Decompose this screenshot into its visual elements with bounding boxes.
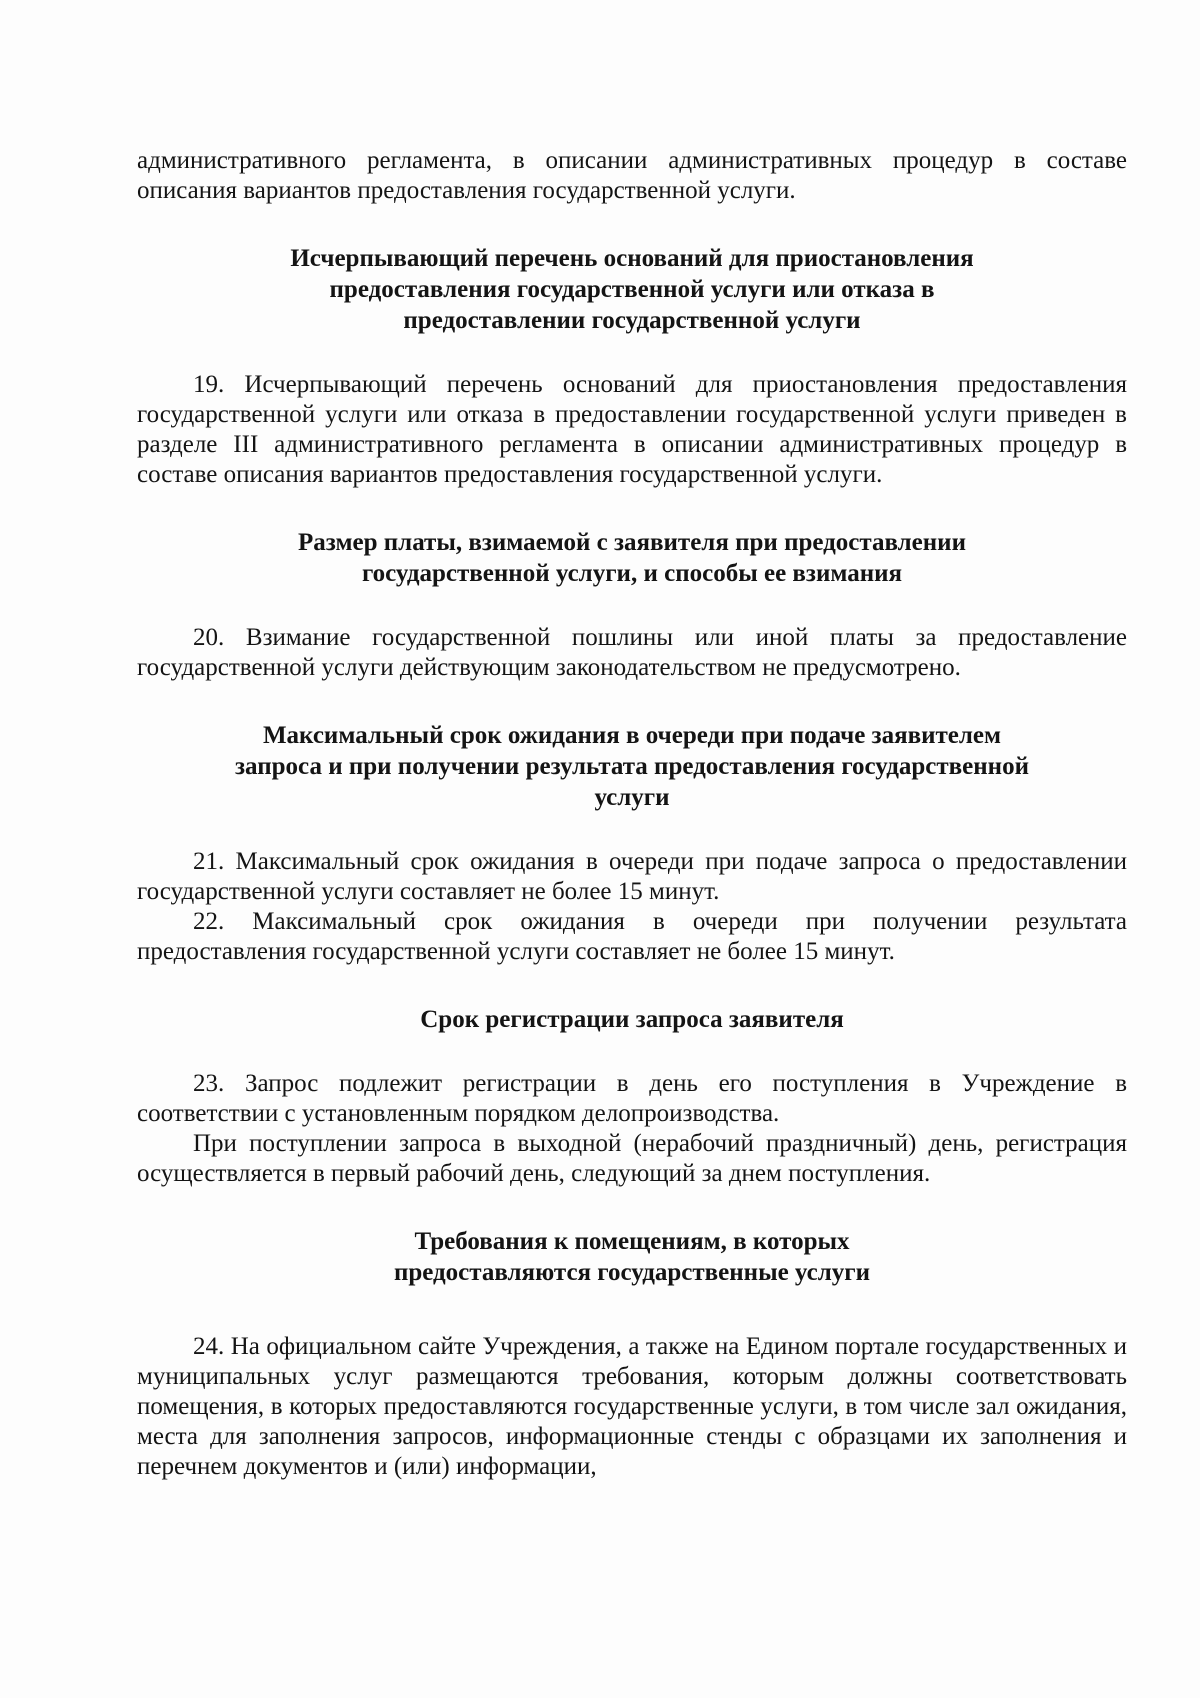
intro-paragraph: административного регламента, в описании административных процедур в составе описания вариантов предоставления государственной услуги. (137, 147, 1127, 204)
heading-registration: Срок регистрации запроса заявителя (420, 1006, 844, 1033)
heading-suspension-grounds: Исчерпывающий перечень оснований для приостановления предоставления государственной услуги или отказа в предоставлении государственной услуги (290, 245, 974, 334)
heading-waiting-time: Максимальный срок ожидания в очереди при подаче заявителем запроса и при получении результата предоставления государственной услуги (235, 722, 1029, 811)
paragraph-19: 19. Исчерпывающий перечень оснований для приостановления предоставления государственной услуги или отказа в предоставлении государственной услуги приведен в разделе III административного регламента в описании административных процедур в составе описания вариантов предоставления государственной услуги. (137, 371, 1127, 488)
paragraph-23: 23. Запрос подлежит регистрации в день его поступления в Учреждение в соответствии с установленным порядком делопроизводства. (137, 1070, 1127, 1127)
document-body (137, 146, 1127, 1482)
paragraph-21: 21. Максимальный срок ожидания в очереди при подаче запроса о предоставлении государственной услуги составляет не более 15 минут. (137, 848, 1127, 905)
paragraph-24: 24. На официальном сайте Учреждения, а также на Едином портале государственных и муниципальных услуг размещаются требования, которым должны соответствовать помещения, в которых предоставляются государственные услуги, в том числе зал ожидания, места для заполнения запросов, информационные стенды с образцами их заполнения и перечнем документов и (или) информации, (137, 1333, 1127, 1480)
paragraph-20: 20. Взимание государственной пошлины или иной платы за предоставление государственной услуги действующим законодательством не предусмотрено. (137, 624, 1127, 681)
heading-fee: Размер платы, взимаемой с заявителя при предоставлении государственной услуги, и способы ее взимания (298, 529, 966, 587)
heading-premises: Требования к помещениям, в которых предоставляются государственные услуги (393, 1228, 871, 1286)
paragraph-23-continuation: При поступлении запроса в выходной (нерабочий праздничный) день, регистрация осуществляется в первый рабочий день, следующий за днем поступления. (137, 1130, 1127, 1187)
paragraph-22: 22. Максимальный срок ожидания в очереди при получении результата предоставления государственной услуги составляет не более 15 минут. (137, 908, 1127, 965)
